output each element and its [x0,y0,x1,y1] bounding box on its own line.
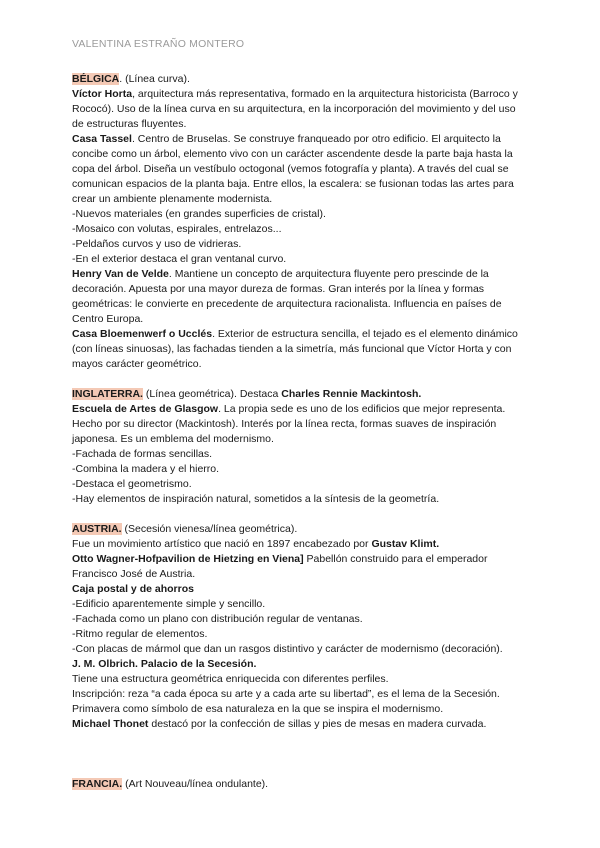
paragraph [72,87,530,132]
architect-name: Otto Wagner-Hofpavilion de Hietzing en Viena] [72,553,304,565]
artist-name: Gustav Klimt. [371,538,440,550]
list-item: -Fachada de formas sencillas. [72,448,213,460]
section-title: BÉLGICA [72,73,120,85]
spacer [72,507,530,522]
list-item: -Mosaico con volutas, espirales, entrelazos... [72,223,282,235]
spacer [72,372,530,387]
architect-name: Henry Van de Velde [72,268,169,280]
paragraph-text: , arquitectura más representativa, formado en la arquitectura historicista (Barroco y Rococó). Uso de la línea curva en su arquitectura, en la incorporación del movimiento y del uso de estructuras fluyentes. [72,88,518,130]
building-name: Escuela de Artes de Glasgow [72,403,219,415]
section-subtitle: (Secesión vienesa/línea geométrica). [121,523,298,535]
section-title: FRANCIA. [72,778,123,790]
paragraph-text: Pabellón construido para el emperador Francisco José de Austria. [72,553,488,580]
paragraph [72,537,530,552]
section-inglaterra [72,387,530,507]
paragraph [72,717,530,732]
list-item: -Peldaños curvos y uso de vidrieras. [72,238,242,250]
paragraph: Tiene una estructura geométrica enriquecida con diferentes perfiles. [72,673,389,685]
building-name: Caja postal y de ahorros [72,583,194,595]
paragraph [72,132,530,207]
architect-name: Charles Rennie Mackintosh. [281,388,422,400]
list-item: -Combina la madera y el hierro. [72,463,220,475]
list-item: -Edificio aparentemente simple y sencillo. [72,598,266,610]
section-subtitle: . (Línea curva). [119,73,190,85]
heading-line [72,777,530,792]
architect-name: Víctor Horta [72,88,133,100]
list-item: -Nuevos materiales (en grandes superficies de cristal). [72,208,326,220]
building-name: Casa Tassel [72,133,132,145]
section-belgica [72,72,530,372]
list-item: -Destaca el geometrismo. [72,478,192,490]
section-subtitle: (Línea geométrica). Destaca [142,388,282,400]
paragraph [72,402,530,447]
building-name: Casa Bloemenwerf o Ucclés [72,328,213,340]
list-item: -Ritmo regular de elementos. [72,628,208,640]
paragraph-text: . Exterior de estructura sencilla, el tejado es el elemento dinámico (con líneas sinuosas), las fachadas tienden a la simetría, más funcional que Víctor Horta y con mayos carácter geométrico. [72,328,518,370]
paragraph-text: . Mantiene un concepto de arquitectura fluyente pero prescinde de la decoración. Apuesta por una mayor dureza de formas. Gran interés por la línea y formas geométricas: le convierte en precedente de arquitectura racionalista. Influencia en países de Centro Europa. [72,268,502,325]
paragraph [72,267,530,327]
section-francia [72,777,530,792]
subheading [72,657,530,672]
paragraph: Inscripción: reza “a cada época su arte y a cada arte su libertad”, es el lema de la Secesión. Primavera como símbolo de esa naturaleza en la que se inspira el modernismo. [72,688,500,715]
heading-line [72,387,530,402]
spacer [72,732,530,777]
designer-name: Michael Thonet [72,718,149,730]
list-item: -Hay elementos de inspiración natural, sometidos a la síntesis de la geometría. [72,493,440,505]
heading-line [72,522,530,537]
list-item: -Con placas de mármol que dan un rasgos distintivo y carácter de modernismo (decoración). [72,643,503,655]
section-title: INGLATERRA. [72,388,143,400]
subheading [72,582,530,597]
section-austria [72,522,530,732]
heading-line [72,72,530,87]
document-header: VALENTINA ESTRAÑO MONTERO [72,38,245,50]
list-item: -En el exterior destaca el gran ventanal curvo. [72,253,287,265]
paragraph-text: . La propia sede es uno de los edificios que mejor representa. Hecho por su director (Mackintosh). Interés por la línea recta, formas suaves de inspiración japonesa. Es un emblema del modernismo. [72,403,506,445]
document-body [72,72,530,792]
paragraph [72,552,530,582]
paragraph-text: Fue un movimiento artístico que nació en 1897 encabezado por [72,538,372,550]
section-title: AUSTRIA. [72,523,122,535]
paragraph-text: destacó por la confección de sillas y pies de mesas en madera curvada. [148,718,487,730]
list-item: -Fachada como un plano con distribución regular de ventanas. [72,613,363,625]
section-subtitle: (Art Nouveau/línea ondulante). [122,778,269,790]
paragraph-text: . Centro de Bruselas. Se construye franqueado por otro edificio. El arquitecto la concibe como un árbol, elemento vivo con un carácter ascendente desde la parte baja hasta la copa del árbol. Diseña un vestíbulo octogonal (vemos fotografía y planta). A través del cual se comunican espacios de la planta baja. Entre ellos, la escalera: se fusionan todas las artes para crear un ambiente plenamente modernista. [72,133,514,205]
paragraph [72,327,530,372]
building-name: J. M. Olbrich. Palacio de la Secesión. [72,658,257,670]
